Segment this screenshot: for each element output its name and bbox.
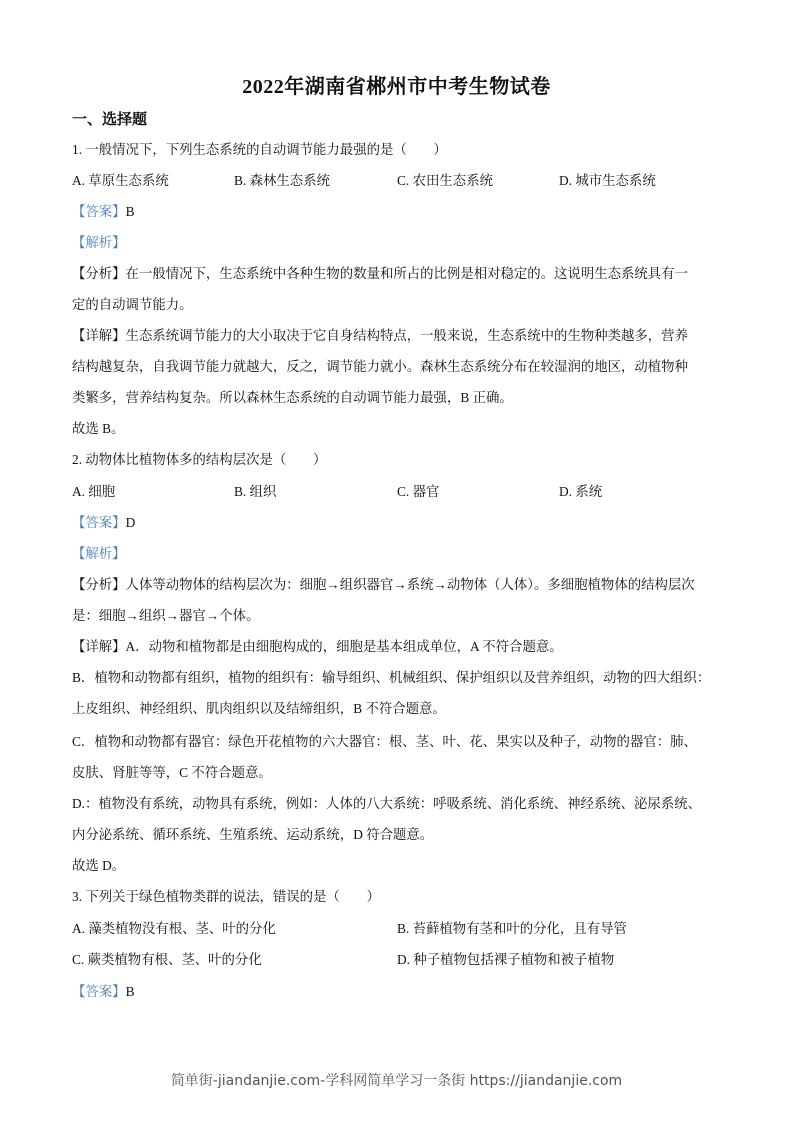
analysis-label: 【解析】 bbox=[72, 235, 126, 250]
option-d: D. 系统 bbox=[559, 484, 603, 499]
question-3-stem: 3. 下列关于绿色植物类群的说法，错误的是（ ） bbox=[72, 889, 380, 904]
option-b: B. 森林生态系统 bbox=[234, 173, 330, 188]
option-c: C. 器官 bbox=[397, 484, 440, 499]
answer-value: B bbox=[125, 984, 135, 999]
option-c: C. 农田生态系统 bbox=[397, 173, 493, 188]
explanation-line: 上皮组织、神经组织、肌肉组织以及结缔组织，B 不符合题意。 bbox=[72, 701, 446, 716]
answer-label: 【答案】 bbox=[72, 984, 126, 999]
fenxi-line: 【分析】在一般情况下，生态系统中各种生物的数量和所占的比例是相对稳定的。这说明生态系统具有一 bbox=[72, 266, 688, 281]
xiangjie-line: 结构越复杂，自我调节能力就越大，反之，调节能力就小。森林生态系统分布在较湿润的地区，动植物种 bbox=[72, 359, 688, 374]
analysis-label: 【解析】 bbox=[72, 546, 126, 561]
page-title: 2022年湖南省郴州市中考生物试卷 bbox=[242, 76, 551, 98]
explanation-line: 皮肤、肾脏等等，C 不符合题意。 bbox=[72, 765, 272, 780]
option-a: A. 草原生态系统 bbox=[72, 173, 169, 188]
option-d: D. 种子植物包括裸子植物和被子植物 bbox=[397, 952, 615, 967]
option-a: A. 细胞 bbox=[72, 484, 116, 499]
explanation-line: 【分析】人体等动物体的结构层次为：细胞→组织器官→系统→动物体（人体）。多细胞植物体的结构层次 bbox=[72, 577, 695, 592]
answer-value: B bbox=[125, 204, 135, 219]
option-c: C. 蕨类植物有根、茎、叶的分化 bbox=[72, 952, 262, 967]
option-b: B. 苔藓植物有茎和叶的分化，且有导管 bbox=[397, 921, 627, 936]
answer-label: 【答案】 bbox=[72, 204, 126, 219]
xiangjie-line: 类繁多，营养结构复杂。所以森林生态系统的自动调节能力最强，B 正确。 bbox=[72, 390, 513, 405]
conclusion: 故选 B。 bbox=[72, 421, 125, 436]
explanation-line: 是：细胞→组织→器官→个体。 bbox=[72, 608, 260, 623]
answer-line bbox=[72, 514, 135, 532]
section-heading: 一、选择题 bbox=[72, 112, 148, 128]
option-a: A. 藻类植物没有根、茎、叶的分化 bbox=[72, 921, 276, 936]
xiangjie-line: 【详解】生态系统调节能力的大小取决于它自身结构特点，一般来说，生态系统中的生物种类越多，营养 bbox=[72, 328, 688, 343]
explanation-line: B．植物和动物都有组织，植物的组织有：输导组织、机械组织、保护组织以及营养组织，动物的四大组织： bbox=[72, 670, 711, 685]
explanation-line: D.：植物没有系统，动物具有系统，例如：人体的八大系统：呼吸系统、消化系统、神经系统、泌尿系统、 bbox=[72, 796, 701, 811]
explanation-line: 内分泌系统、循环系统、生殖系统、运动系统，D 符合题意。 bbox=[72, 827, 434, 842]
conclusion: 故选 D。 bbox=[72, 858, 126, 873]
option-d: D. 城市生态系统 bbox=[559, 173, 656, 188]
answer-line bbox=[72, 203, 135, 221]
explanation-line: 【详解】A．动物和植物都是由细胞构成的，细胞是基本组成单位，A 不符合题意。 bbox=[72, 639, 563, 654]
question-2-stem: 2. 动物体比植物体多的结构层次是（ ） bbox=[72, 452, 327, 467]
footer-watermark: 简单街-jiandanjie.com-学科网简单学习一条街 https://jiandanjie.com bbox=[170, 1073, 623, 1089]
answer-label: 【答案】 bbox=[72, 515, 126, 530]
answer-line bbox=[72, 983, 135, 1001]
option-b: B. 组织 bbox=[234, 484, 277, 499]
question-1-stem: 1. 一般情况下，下列生态系统的自动调节能力最强的是（ ） bbox=[72, 142, 447, 157]
answer-value: D bbox=[125, 515, 136, 530]
explanation-line: C．植物和动物都有器官：绿色开花植物的六大器官：根、茎、叶、花、果实以及种子，动物的器官：肺、 bbox=[72, 734, 697, 749]
fenxi-line: 定的自动调节能力。 bbox=[72, 297, 193, 312]
